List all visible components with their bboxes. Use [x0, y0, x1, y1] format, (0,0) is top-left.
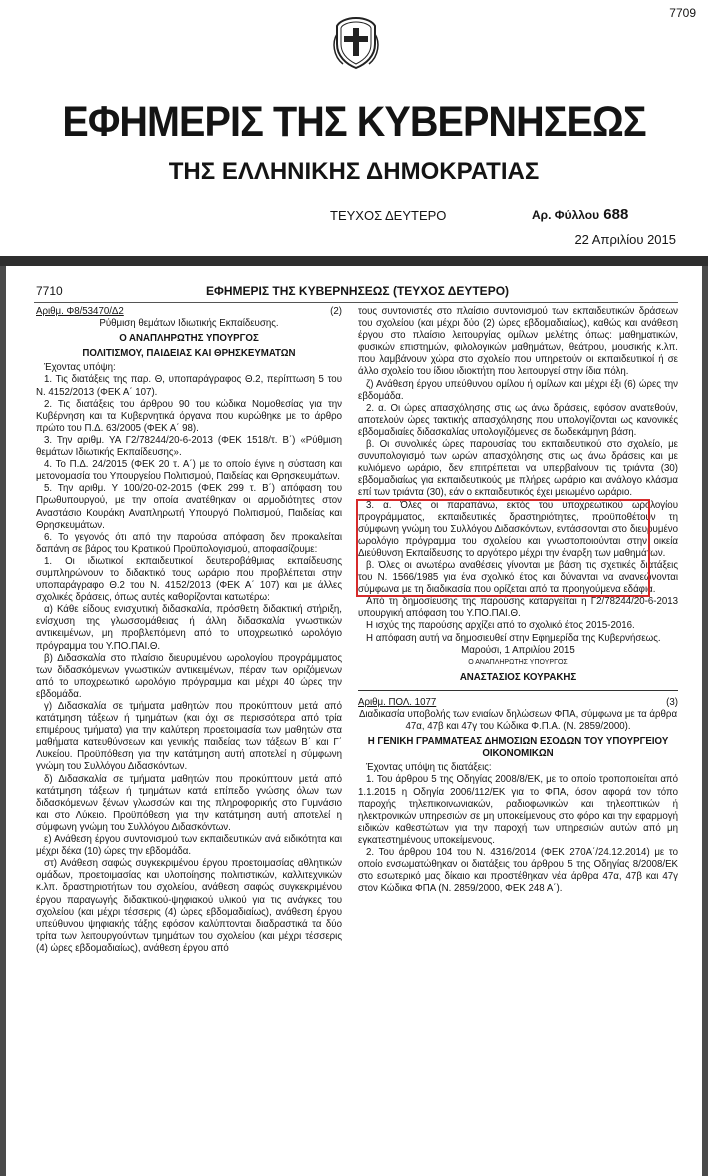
paragraph: γ) Διδασκαλία σε τμήματα μαθητών που προκύπτουν μετά από κατάτμηση τάξεων ή τμημάτων (και όχι σε περισσότερα από τρία επιμέρους τμήματα) για την καλύτερη προετοιμασία των μαθητών στα μαθήματα κατευθύνσεων και γενικής παιδείας των τάξεων Β΄ και Γ΄ Λυκείου. Προϋπόθεση για την κατάτμηση αυτή αποτελεί η σύμφωνη γνώμη του Συλλόγου Διδασκόντων. — [36, 701, 342, 773]
paragraph: 2. α. Οι ώρες απασχόλησης στις ως άνω δράσεις, εφόσον ανατεθούν, αποτελούν ώρες τακτικής απασχόλησης που υπολογίζονται ως κανονικές εβδομαδιαίες διδασκαλίας υπολογιζόμενες σε δωδεκάμηνη βάση. — [358, 402, 678, 438]
paragraph: β. Όλες οι ανωτέρω αναθέσεις γίνονται με βάση τις σχετικές διατάξεις του Ν. 1566/1985 για ένα σχολικό έτος και δύνανται να ανανεώνονται σύμφωνα με τη διαδικασία που ορίζεται από τα προηγούμενα εδάφια. — [358, 559, 678, 596]
heading: Η ΓΕΝΙΚΗ ΓΡΑΜΜΑΤΕΑΣ ΔΗΜΟΣΙΩΝ ΕΣΟΔΩΝ ΤΟΥ ΥΠΟΥΡΓΕΙΟΥ ΟΙΚΟΝΟΜΙΚΩΝ — [367, 736, 669, 760]
page-gap — [0, 256, 708, 266]
sheet-value: 688 — [603, 206, 629, 223]
text-column-left — [36, 306, 342, 955]
paragraph: 3. α. Όλες οι παραπάνω, εκτός του υποχρεωτικού ωρολογίου προγράμματος, εκπαιδευτικές δραστηριότητες, προϋποθέτουν τη σύμφωνη γνώμη του Συλλόγου Διδασκόντων, εντάσσονται στο διευρυμένο ωρολόγιο πρόγραμμα του σχολείου και γνωστοποιούνται στην οικεία Διεύθυνση Εκπαίδευσης το αργότερο μέχρι την έναρξη των μαθημάτων. — [358, 499, 678, 559]
sheet-label: Αρ. Φύλλου — [532, 208, 600, 222]
heading: ΠΟΛΙΤΙΣΜΟΥ, ΠΑΙΔΕΙΑΣ ΚΑΙ ΘΡΗΣΚΕΥΜΑΤΩΝ — [82, 348, 296, 360]
paragraph: α) Κάθε είδους ενισχυτική διδασκαλία, πρόσθετη διδακτική στήριξη, ενίσχυση της γλωσσομάθειας ή άλλη διδασκαλία γνωστικών αντικειμένων, μη προβλεπόμενη από το υποχρεωτικό ωρολόγιο πρόγραμμα του Υ.ΠΟ.ΠΑΙ.Θ. — [36, 604, 342, 652]
paragraph: 2. Του άρθρου 104 του Ν. 4316/2014 (ΦΕΚ 270Α΄/24.12.2014) με το οποίο ενσωματώθηκαν οι διατάξεις του άρθρου 5 της Οδηγίας 8/2008/ΕΚ στο εσωτερικό μας δίκαιο και προστέθηκαν νέα άρθρα 47α, 47β και 47γ στον Κώδικα ΦΠΑ (Ν. 2859/2000, ΦΕΚ 248 Α΄). — [358, 847, 678, 895]
paragraph: β) Διδασκαλία στο πλαίσιο διευρυμένου ωρολογίου προγράμματος των διδασκόμενων γνωστικών αντικειμένων, πέραν των οριζόμενων από το υποχρεωτικό ωρολόγιο πρόγραμμα και μέχρι 40 ώρες την εβδομάδα. — [36, 652, 342, 700]
section-divider — [358, 690, 678, 691]
paragraph: 1. Του άρθρου 5 της Οδηγίας 2008/8/ΕΚ, με το οποίο τροποποιείται από 1.1.2015 η Οδηγία 2006/112/ΕΚ για το ΦΠΑ, όσον αφορά τον τόπο παροχής τηλεπικοινωνιακών, ραδιοφωνικών και τηλεοπτικών ή ηλεκτρονικών υπηρεσιών σε μη υποκείμενους στο φόρο και την εφαρμογή ειδικών καθεστώτων για την παροχή των υπηρεσιών αυτών από μη εγκατεστημένους υποκείμενους. — [358, 774, 678, 846]
running-title: ΕΦΗΜΕΡΙΣ ΤΗΣ ΚΥΒΕΡΝΗΣΕΩΣ (ΤΕΥΧΟΣ ΔΕΥΤΕΡΟ) — [206, 284, 510, 298]
header-rule — [34, 302, 678, 303]
decision-number: Αριθμ. ΠΟΛ. 1077 — [358, 696, 437, 708]
issue-date: 22 Απριλίου 2015 — [574, 232, 676, 247]
paragraph: 6. Το γεγονός ότι από την παρούσα απόφαση δεν προκαλείται δαπάνη σε βάρος του Κρατικού Προϋπολογισμού, αποφασίζουμε: — [36, 531, 342, 555]
front-page — [0, 0, 708, 258]
paragraph: 2. Τις διατάξεις του άρθρου 90 του κώδικα Νομοθεσίας για την Κυβέρνηση και τα Κυβερνητικά όργανα που κυρώθηκε με το άρθρο πρώτο του Π.Δ. 63/2005 (ΦΕΚ Α΄ 98). — [36, 398, 342, 434]
paragraph: Η απόφαση αυτή να δημοσιευθεί στην Εφημερίδα της Κυβερνήσεως. — [366, 632, 661, 644]
decision-number-row — [358, 697, 678, 709]
paragraph: β. Οι συνολικές ώρες παρουσίας του εκπαιδευτικού στο σχολείο, με συνυπολογισμό των ωρών απασχόλησης στις ως άνω δράσεις και με κυλιόμενο ωράριο, δεν επιτρέπεται να υπερβαίνουν τις τριάντα (30) εβδομαδιαίως για εκπαιδευτικούς με πλήρες ωράριο και ανάλογο κλάσμα επί των τριάντα (30), εάν ο εκπαιδευτικός έχει μειωμένο ωράριο. — [358, 439, 678, 499]
paragraph: δ) Διδασκαλία σε τμήματα μαθητών που προκύπτουν μετά από κατάτμηση τάξεων ή τμημάτων κατά επίπεδο γνώσης όλων των διδασκόμενων ξένων γλωσσών και της πληροφορικής στο Γυμνάσιο και στο Λύκειο. Προϋπόθεση για την κατάτμηση αυτή αποτελεί η σύμφωνη γνώμη του Συλλόγου Διδασκόντων. — [36, 773, 342, 833]
paragraph: 1. Οι ιδιωτικοί εκπαιδευτικοί δευτεροβάθμιας εκπαίδευσης συμπληρώνουν το διδακτικό τους ωράριο που προβλέπεται στην υποπαράγραφο Θ.2 του Ν. 4152/2013 (ΦΕΚ Α΄ 107) και με άλλες σχολικές δράσεις, όπως αυτές καθορίζονται κατωτέρω: — [36, 555, 342, 604]
masthead-subtitle: ΤΗΣ ΕΛΛΗΝΙΚΗΣ ΔΗΜΟΚΡΑΤΙΑΣ — [168, 158, 540, 185]
paragraph: 3. Την αριθμ. ΥΑ Γ2/78244/20-6-2013 (ΦΕΚ 1518/τ. Β΄) «Ρύθμιση θεμάτων Ιδιωτικής Εκπαίδευσης». — [36, 434, 342, 459]
paragraph: ε) Ανάθεση έργου συντονισμού των εκπαιδευτικών ανά ειδικότητα και μέχρι δέκα (10) ώρες την εβδομάδα. — [36, 834, 342, 858]
decision-index: (3) — [666, 696, 678, 708]
decision-number: Αριθμ. Φ8/53470/Δ2 — [36, 306, 124, 317]
paragraph: Η ισχύς της παρούσης αρχίζει από το σχολικό έτος 2015-2016. — [366, 620, 635, 632]
inner-page — [6, 266, 702, 1176]
paragraph: τους συντονιστές στο πλαίσιο συντονισμού των εκπαιδευτικών δράσεων του σχολείου (και μέχρι δύο (2) ώρες εβδομαδιαίως), καθώς και ανάθεση έργου στο πλαίσιο λειτουργίας ομίλων μελέτης όπως: μαθηματικών, φυσικών επιστημών, φιλολογικών μαθημάτων, θεάτρου, μουσικής κ.λπ. που λαμβάνουν χώρα στο σχολείο που υπηρετούν οι εκπαιδευτικοί ή σε άλλο σχολείο του ίδιου ιδιοκτήτη που λειτουργεί στην ίδια πόλη. — [358, 306, 678, 378]
centered-line: Ρύθμιση θεμάτων Ιδιωτικής Εκπαίδευσης. — [99, 318, 279, 330]
paragraph: στ) Ανάθεση σαφώς συγκεκριμένου έργου προετοιμασίας αθλητικών ομάδων, προετοιμασίας και υλοποίησης πολιτιστικών, καλλιτεχνικών κ.λπ. δραστηριοτήτων του σχολείου, ανάθεση σαφώς συγκεκριμένου έργου παραγωγής διδακτικού-ψηφιακού υλικού για τις ανάγκες του σχολείου (και μέχρι τέσσερις (4) ώρες εβδομαδιαίως), ανάθεση έργου υπεύθυνου ψηφιακής τάξης εφόσον καλύπτονται διαδραστικά τα δύο τρίτα των λειτουργούντων τμημάτων του σχολείου (και μέχρι τέσσερις (4) ώρες εβδομαδιαίως), ανάθεση έργου από — [36, 858, 342, 954]
signatory-title: Ο ΑΝΑΠΛΗΡΩΤΗΣ ΥΠΟΥΡΓΟΣ — [468, 658, 568, 666]
greek-coat-of-arms-icon — [331, 14, 381, 70]
page-number: 7710 — [36, 284, 63, 298]
paragraph: Έχοντας υπόψη τις διατάξεις: — [366, 762, 492, 774]
issue-label: ΤΕΥΧΟΣ ΔΕΥΤΕΡΟ — [330, 208, 447, 223]
centered-line: Διαδικασία υποβολής των ενιαίων δηλώσεων ΦΠΑ, σύμφωνα με τα άρθρα 47α, 47β και 47γ του Κώδικα Φ.Π.Α. (Ν. 2859/2000). — [358, 709, 678, 733]
page-number: 7709 — [669, 6, 696, 20]
paragraph: Έχοντας υπόψη: — [44, 362, 116, 374]
paragraph: 4. Το Π.Δ. 24/2015 (ΦΕΚ 20 τ. Α΄) με το οποίο έγινε η σύσταση και μετονομασία του Υπουργείου Πολιτισμού, Παιδείας και Θρησκευμάτων. — [36, 459, 342, 483]
decision-number-row — [36, 306, 342, 318]
heading: ΑΝΑΣΤΑΣΙΟΣ ΚΟΥΡΑΚΗΣ — [459, 671, 577, 683]
sheet-number — [532, 206, 628, 223]
text-column-right — [358, 306, 678, 895]
paragraph: 5. Την αριθμ. Υ 100/20-02-2015 (ΦΕΚ 299 τ. Β΄) απόφαση του Πρωθυπουργού, με την οποία ανατέθηκαν οι αρμοδιότητες στον Αναστάσιο Κουράκη Αναπληρωτή Υπουργό Πολιτισμού, Παιδείας και Θρησκευμάτων. — [36, 483, 342, 531]
centered-line: Μαρούσι, 1 Απριλίου 2015 — [461, 644, 575, 656]
masthead-title: ΕΦΗΜΕΡΙΣ ΤΗΣ ΚΥΒΕΡΝΗΣΕΩΣ — [62, 98, 646, 146]
heading: Ο ΑΝΑΠΛΗΡΩΤΗΣ ΥΠΟΥΡΓΟΣ — [119, 333, 259, 345]
paragraph: Από τη δημοσίευσης της παρούσης καταργείται η Γ2/78244/20-6-2013 υπουργική απόφαση του Υ.ΠΟ.ΠΑΙ.Θ. — [358, 596, 678, 620]
decision-index: (2) — [330, 306, 342, 317]
paragraph: 1. Τις διατάξεις της παρ. Θ, υποπαράγραφος Θ.2, περίπτωση 5 του Ν. 4152/2013 (ΦΕΚ Α΄ 107). — [36, 374, 342, 398]
paragraph: ζ) Ανάθεση έργου υπεύθυνου ομίλου ή ομίλων και μέχρι έξι (6) ώρες την εβδομάδα. — [358, 378, 678, 402]
highlight-box — [356, 499, 650, 597]
